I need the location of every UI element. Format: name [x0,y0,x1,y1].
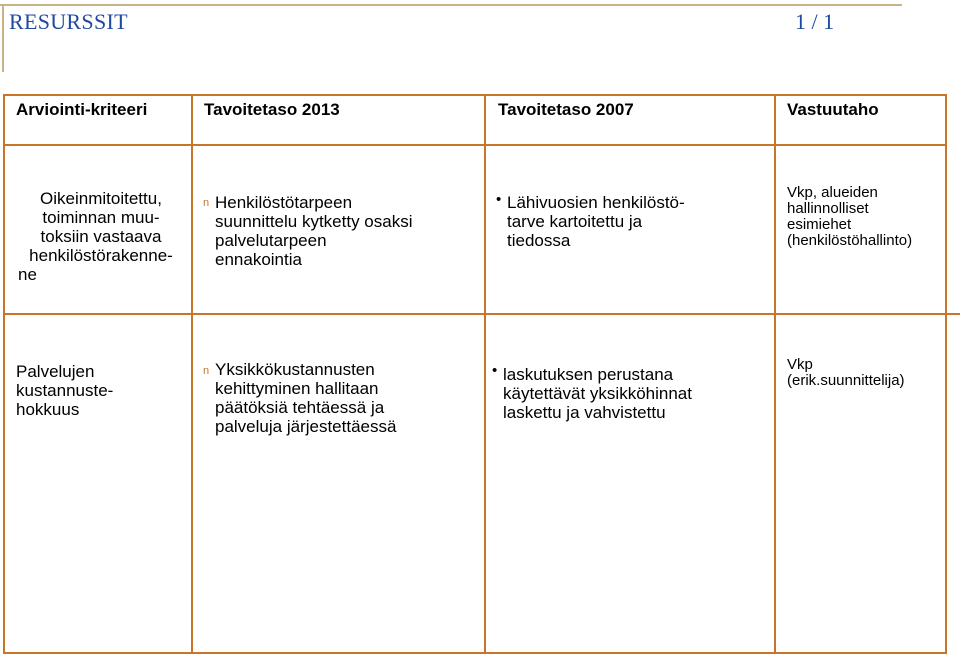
table-rule-head [3,144,947,146]
text-line: Oikeinmitoitettu, [40,189,162,208]
table-rule-col1 [191,94,193,654]
text-line: palvelutarpeen [215,231,327,250]
text-line: tarve kartoitettu ja [507,212,643,231]
text-line: suunnittelu kytketty osaksi [215,212,413,231]
page-number: 1 / 1 [795,9,835,34]
table-rule-top [3,94,947,96]
text-line: henkilöstörakenne- [29,246,173,265]
text-line: palveluja järjestettäessä [215,417,397,436]
text-line: Yksikkökustannusten [215,360,375,379]
text-line: päätöksiä tehtäessä ja [215,398,385,417]
text-line: hallinnolliset [787,200,869,217]
table-rule-col4 [945,94,947,654]
col-header-target-2007: Tavoitetaso 2007 [498,100,634,119]
text-line: laskutuksen perustana [503,365,674,384]
text-line: ennakointia [215,250,302,269]
page-title: RESURSSIT [9,9,128,34]
row2-target-2007 [503,365,692,422]
text-line: esimiehet [787,216,852,233]
text-line: toiminnan muu- [42,208,160,227]
text-line: (erik.suunnittelija) [787,372,905,389]
col-header-target-2013: Tavoitetaso 2013 [204,100,340,119]
text-line: käytettävät yksikköhinnat [503,384,692,403]
text-line: hokkuus [16,400,80,419]
text-line: kehittyminen hallitaan [215,379,379,398]
row2-criterion [16,362,113,419]
row1-responsible [787,185,912,249]
bullet-icon: • [492,362,498,379]
bullet-icon: n [203,365,210,377]
text-line: (henkilöstöhallinto) [787,232,913,249]
bullet-icon: • [496,191,502,208]
text-line: Vkp, alueiden [787,184,878,201]
header-rule-top [0,4,902,6]
col-header-responsible: Vastuutaho [787,100,879,119]
row1-criterion [16,189,186,284]
text-line: Henkilöstötarpeen [215,193,353,212]
table-rule-col0 [3,94,5,654]
text-line: toksiin vastaava [40,227,162,246]
col-header-criteria: Arviointi-kriteeri [16,100,148,119]
row1-target-2007 [507,193,685,250]
text-line: Vkp [787,356,813,373]
table-rule-col3 [774,94,776,654]
bullet-icon: n [203,197,210,209]
table-rule-row1 [3,313,960,315]
text-line: Lähivuosien henkilöstö- [507,193,685,212]
text-line: ne [18,265,37,284]
row1-target-2013 [215,193,412,269]
text-line: kustannuste- [16,381,114,400]
row2-responsible [787,357,905,389]
table-rule-bottom [3,652,947,654]
table-rule-col2 [484,94,486,654]
text-line: tiedossa [507,231,571,250]
header-rule-left [2,4,4,72]
text-line: laskettu ja vahvistettu [503,403,666,422]
text-line: Palvelujen [16,362,95,381]
row2-target-2013 [215,360,396,436]
